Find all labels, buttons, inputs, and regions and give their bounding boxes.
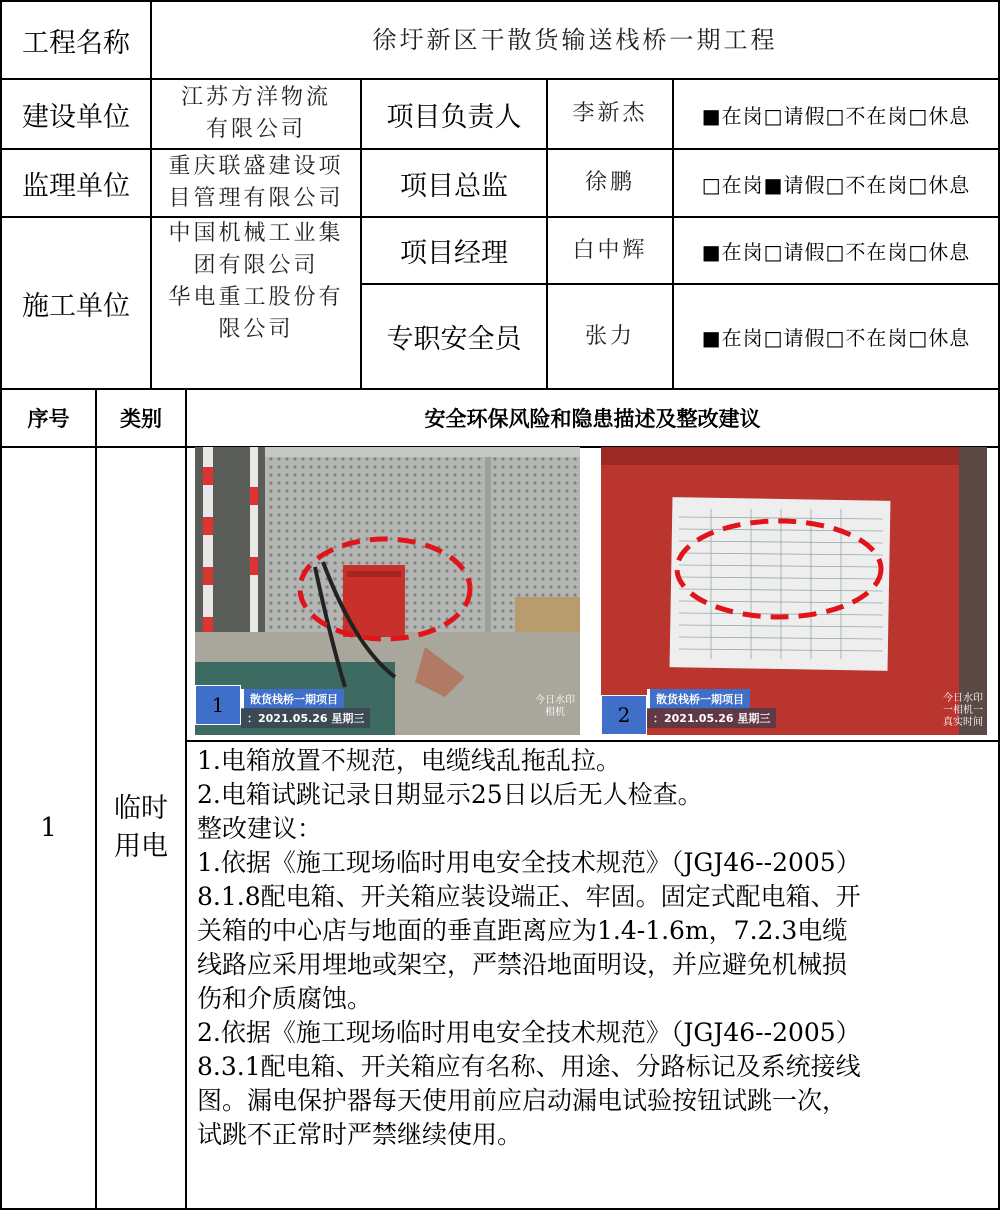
person-project-leader: 李新杰 <box>572 101 648 126</box>
description-line: 8.3.1配电箱、开关箱应有名称、用途、分路标记及系统接线 <box>197 1052 861 1081</box>
item-seq: 1 <box>40 813 57 843</box>
status-chief-supervisor: □在岗■请假□不在岗□休息 <box>701 172 971 197</box>
header-seq: 序号 <box>27 407 70 431</box>
description-line: 线路应采用埋地或架空，严禁沿地面明设，并应避免机械损 <box>197 950 848 979</box>
photo-inspection-record <box>601 447 987 735</box>
hazard-description <box>187 744 998 1208</box>
unit-label-contractor: 施工单位 <box>22 290 130 322</box>
unit-name-line: 有限公司 <box>205 117 306 142</box>
photo-watermark <box>941 693 985 729</box>
item-category <box>97 448 185 1208</box>
description-line: 2.依据《施工现场临时用电安全技术规范》（JGJ46--2005） <box>197 1018 861 1047</box>
description-line: 1.电箱放置不规范，电缆线乱拖乱拉。 <box>197 746 621 775</box>
description-line: 1.依据《施工现场临时用电安全技术规范》（JGJ46--2005） <box>197 848 861 877</box>
description-line: 8.1.8配电箱、开关箱应装设端正、牢固。固定式配电箱、开 <box>197 882 861 911</box>
role-project-manager: 项目经理 <box>400 238 508 269</box>
person-chief-supervisor: 徐鹏 <box>584 170 635 195</box>
photo-date: ：2021.05.26 星期三 <box>241 708 370 728</box>
watermark-line: 今日水印 <box>535 695 575 706</box>
description-line: 关箱的中心店与地面的垂直距离应为1.4-1.6m，7.2.3电缆 <box>197 916 848 945</box>
description-line: 试跳不正常时严禁继续使用。 <box>197 1120 523 1149</box>
watermark-line: 一相机一 <box>943 705 983 716</box>
status-project-leader: ■在岗□请假□不在岗□休息 <box>701 103 971 128</box>
photo-date: ：2021.05.26 星期三 <box>647 708 776 728</box>
unit-name-line: 重庆联盛建设项 <box>168 154 344 179</box>
photo-number-badge: 2 <box>601 695 647 735</box>
photo-number-badge: 1 <box>195 685 241 725</box>
category-line: 用电 <box>114 831 168 862</box>
status-safety-officer: ■在岗□请假□不在岗□休息 <box>701 326 971 350</box>
description-line: 图。漏电保护器每天使用前应启动漏电试验按钮试跳一次， <box>197 1086 848 1115</box>
unit-name-line: 华电重工股份有 <box>168 285 344 310</box>
watermark-line: 相机 <box>545 707 565 718</box>
photo-electrical-box <box>195 447 580 735</box>
unit-label-supervision: 监理单位 <box>22 170 130 202</box>
project-name: 徐圩新区干散货输送栈桥一期工程 <box>372 26 778 54</box>
unit-label-construction: 建设单位 <box>22 101 130 133</box>
unit-name-contractor <box>152 218 360 388</box>
role-chief-supervisor: 项目总监 <box>400 170 508 202</box>
watermark-line: 真实时间 <box>943 717 983 728</box>
description-line: 伤和介质腐蚀。 <box>197 984 373 1013</box>
photo-caption: 散货栈桥一期项目 <box>647 689 750 709</box>
unit-name-line: 团有限公司 <box>193 253 319 278</box>
header-category: 类别 <box>120 407 162 431</box>
unit-name-line: 中国机械工业集 <box>168 221 344 246</box>
photo-caption: 散货栈桥一期项目 <box>241 689 344 709</box>
project-label: 工程名称 <box>22 27 130 59</box>
header-description: 安全环保风险和隐患描述及整改建议 <box>424 407 761 431</box>
role-project-leader: 项目负责人 <box>386 101 522 133</box>
role-safety-officer: 专职安全员 <box>386 324 522 355</box>
unit-name-supervision <box>152 150 360 216</box>
description-heading: 整改建议： <box>197 814 323 843</box>
border-bottom <box>0 1208 1000 1210</box>
unit-name-line: 目管理有限公司 <box>168 186 344 211</box>
unit-name-construction <box>152 80 360 148</box>
watermark-line: 今日水印 <box>943 693 983 704</box>
person-project-manager: 白中辉 <box>572 237 648 263</box>
status-project-manager: ■在岗□请假□不在岗□休息 <box>701 240 971 264</box>
category-line: 临时 <box>114 793 168 824</box>
rule <box>185 740 1000 742</box>
person-safety-officer: 张力 <box>584 323 635 349</box>
unit-name-line: 江苏方洋物流 <box>180 85 331 110</box>
photo-watermark <box>533 695 577 719</box>
unit-name-line: 限公司 <box>218 317 294 342</box>
description-line: 2.电箱试跳记录日期显示25日以后无人检查。 <box>197 780 703 809</box>
